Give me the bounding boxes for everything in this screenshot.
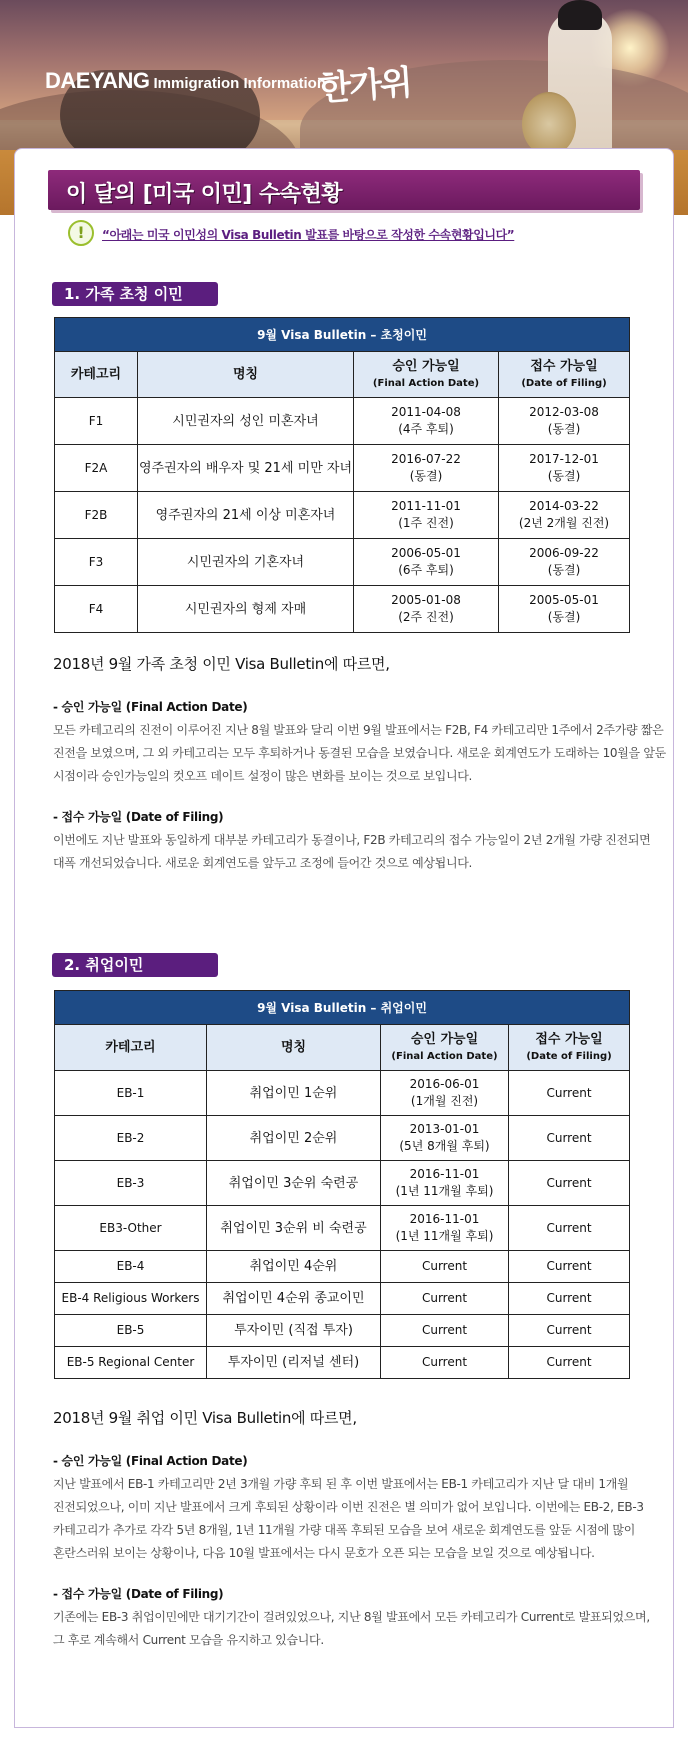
cell-name: 취업이민 3순위 비 숙련공 xyxy=(207,1206,381,1251)
notice-text: “아래는 미국 이민성의 Visa Bulletin 발표를 바탕으로 작성한 수속현황입니다” xyxy=(102,228,515,242)
cell-name: 취업이민 4순위 종교이민 xyxy=(207,1283,381,1315)
cell-final-action: 2011-04-08 (4주 후퇴) xyxy=(354,398,499,445)
section-label-family: 1. 가족 초청 이민 xyxy=(52,282,218,306)
cell-filing: 2005-05-01 (동결) xyxy=(499,586,630,633)
column-header-category: 카테고리 xyxy=(55,1025,207,1071)
banner-drum xyxy=(522,92,576,156)
final-action-heading: - 승인 가능일 (Final Action Date) xyxy=(53,1454,248,1468)
cell-category: EB3-Other xyxy=(55,1206,207,1251)
cell-name: 투자이민 (리저널 센터) xyxy=(207,1347,381,1379)
info-icon: ! xyxy=(68,220,94,246)
paragraph-line: 지난 발표에서 EB-1 카테고리만 2년 3개월 가량 후퇴 된 후 이번 발표에서는 EB-1 카테고리가 지난 달 대비 1개월 xyxy=(53,1477,629,1491)
column-header-final-action: 승인 가능일 (Final Action Date) xyxy=(381,1025,509,1071)
brand-sub: Immigration Information xyxy=(153,75,326,92)
cell-final-action: Current xyxy=(381,1315,509,1347)
cell-category: F3 xyxy=(55,539,138,586)
banner-dancer-hat xyxy=(558,0,602,30)
cell-filing: 2017-12-01 (동결) xyxy=(499,445,630,492)
cell-final-action: 2005-01-08 (2주 진전) xyxy=(354,586,499,633)
cell-final-action: Current xyxy=(381,1347,509,1379)
cell-name: 취업이민 2순위 xyxy=(207,1116,381,1161)
paragraph-line: 진전을 보였으며, 그 외 카테고리는 모두 후퇴하거나 동결된 모습을 보였습니다. 새로운 회계연도가 도래하는 10월을 앞둔 xyxy=(53,746,666,760)
cell-final-action: Current xyxy=(381,1251,509,1283)
cell-filing: Current xyxy=(509,1283,630,1315)
page-title-text: 이 달의 [미국 이민] 수속현황 xyxy=(66,182,343,207)
cell-name: 영주권자의 21세 이상 미혼자녀 xyxy=(138,492,354,539)
brand-logo xyxy=(45,68,326,94)
cell-category: EB-1 xyxy=(55,1071,207,1116)
table-row xyxy=(55,492,630,539)
table-row xyxy=(55,586,630,633)
cell-final-action: 2011-11-01 (1주 진전) xyxy=(354,492,499,539)
employment-summary xyxy=(53,1407,653,1652)
cell-category: EB-3 xyxy=(55,1161,207,1206)
cell-name: 시민권자의 기혼자녀 xyxy=(138,539,354,586)
family-summary xyxy=(53,653,666,875)
cell-category: EB-5 xyxy=(55,1315,207,1347)
cell-category: EB-2 xyxy=(55,1116,207,1161)
cell-filing: 2006-09-22 (동결) xyxy=(499,539,630,586)
employment-table xyxy=(54,990,630,1379)
table-caption: 9월 Visa Bulletin – 초청이민 xyxy=(55,318,630,352)
paragraph-line: 대폭 개선되었습니다. 새로운 회계연도를 앞두고 조정에 들어간 것으로 예상됩니다. xyxy=(53,856,473,870)
paragraph-line: 카테고리가 추가로 각각 5년 8개월, 1년 11개월 가량 대폭 후퇴된 모습을 보여 새로운 회계연도를 앞둔 시점에 많이 xyxy=(53,1523,635,1537)
cell-category: F2A xyxy=(55,445,138,492)
cell-name: 취업이민 3순위 숙련공 xyxy=(207,1161,381,1206)
cell-filing: 2014-03-22 (2년 2개월 진전) xyxy=(499,492,630,539)
page-title xyxy=(48,170,640,210)
cell-category: F1 xyxy=(55,398,138,445)
cell-name: 취업이민 1순위 xyxy=(207,1071,381,1116)
cell-filing: Current xyxy=(509,1071,630,1116)
table-row xyxy=(55,539,630,586)
table-row xyxy=(55,1283,630,1315)
paragraph-line: 모든 카테고리의 진전이 이루어진 지난 8월 발표와 달리 이번 9월 발표에서는 F2B, F4 카테고리만 1주에서 2주가량 짧은 xyxy=(53,723,664,737)
cell-filing: Current xyxy=(509,1347,630,1379)
cell-category: EB-4 xyxy=(55,1251,207,1283)
column-header-filing: 접수 가능일 (Date of Filing) xyxy=(499,352,630,398)
cell-filing: Current xyxy=(509,1116,630,1161)
cell-name: 투자이민 (직접 투자) xyxy=(207,1315,381,1347)
cell-filing: 2012-03-08 (동결) xyxy=(499,398,630,445)
cell-filing: Current xyxy=(509,1161,630,1206)
cell-final-action: 2013-01-01 (5년 8개월 후퇴) xyxy=(381,1116,509,1161)
table-row xyxy=(55,1071,630,1116)
cell-category: F4 xyxy=(55,586,138,633)
filing-heading: - 접수 가능일 (Date of Filing) xyxy=(53,1587,224,1601)
column-header-name: 명칭 xyxy=(207,1025,381,1071)
cell-category: EB-4 Religious Workers xyxy=(55,1283,207,1315)
cell-filing: Current xyxy=(509,1206,630,1251)
family-table xyxy=(54,317,630,633)
paragraph-line: 시점이라 승인가능일의 컷오프 데이트 설정이 많은 변화를 보이는 것으로 보입니다. xyxy=(53,769,473,783)
section-label-employment: 2. 취업이민 xyxy=(52,953,218,977)
cell-name: 취업이민 4순위 xyxy=(207,1251,381,1283)
brand-main: DAEYANG xyxy=(45,68,150,93)
cell-final-action: Current xyxy=(381,1283,509,1315)
cell-filing: Current xyxy=(509,1315,630,1347)
table-row xyxy=(55,445,630,492)
table-row xyxy=(55,1116,630,1161)
cell-final-action: 2016-07-22 (동결) xyxy=(354,445,499,492)
column-header-name: 명칭 xyxy=(138,352,354,398)
summary-heading: 2018년 9월 취업 이민 Visa Bulletin에 따르면, xyxy=(53,1409,357,1427)
table-row xyxy=(55,1251,630,1283)
cell-name: 시민권자의 성인 미혼자녀 xyxy=(138,398,354,445)
table-row xyxy=(55,1347,630,1379)
cell-final-action: 2016-06-01 (1개월 진전) xyxy=(381,1071,509,1116)
table-row xyxy=(55,1161,630,1206)
summary-heading: 2018년 9월 가족 초청 이민 Visa Bulletin에 따르면, xyxy=(53,655,390,673)
cell-final-action: 2006-05-01 (6주 후퇴) xyxy=(354,539,499,586)
paragraph-line: 혼란스러워 보이는 상황이나, 다음 10월 발표에서는 다시 문호가 오픈 되는 모습을 보일 것으로 예상됩니다. xyxy=(53,1546,595,1560)
table-row xyxy=(55,398,630,445)
paragraph-line: 그 후로 계속해서 Current 모습을 유지하고 있습니다. xyxy=(53,1633,324,1647)
table-caption: 9월 Visa Bulletin – 취업이민 xyxy=(55,991,630,1025)
paragraph-line: 진전되었으나, 이미 지난 발표에서 크게 후퇴된 상황이라 이번 진전은 별 의미가 없어 보입니다. 이번에는 EB-2, EB-3 xyxy=(53,1500,644,1514)
cell-name: 시민권자의 형제 자매 xyxy=(138,586,354,633)
cell-filing: Current xyxy=(509,1251,630,1283)
cell-category: F2B xyxy=(55,492,138,539)
final-action-heading: - 승인 가능일 (Final Action Date) xyxy=(53,700,248,714)
paragraph-line: 이번에도 지난 발표와 동일하게 대부분 카테고리가 동결이나, F2B 카테고리의 접수 가능일이 2년 2개월 가량 진전되면 xyxy=(53,833,651,847)
hangawi-logo: 한가위 xyxy=(316,62,413,110)
cell-final-action: 2016-11-01 (1년 11개월 후퇴) xyxy=(381,1206,509,1251)
cell-category: EB-5 Regional Center xyxy=(55,1347,207,1379)
paragraph-line: 기존에는 EB-3 취업이민에만 대기기간이 걸려있었으나, 지난 8월 발표에서 모든 카테고리가 Current로 발표되었으며, xyxy=(53,1610,650,1624)
cell-final-action: 2016-11-01 (1년 11개월 후퇴) xyxy=(381,1161,509,1206)
table-row xyxy=(55,1315,630,1347)
cell-name: 영주권자의 배우자 및 21세 미만 자녀 xyxy=(138,445,354,492)
filing-heading: - 접수 가능일 (Date of Filing) xyxy=(53,810,224,824)
column-header-filing: 접수 가능일 (Date of Filing) xyxy=(509,1025,630,1071)
column-header-category: 카테고리 xyxy=(55,352,138,398)
column-header-final-action: 승인 가능일 (Final Action Date) xyxy=(354,352,499,398)
table-row xyxy=(55,1206,630,1251)
